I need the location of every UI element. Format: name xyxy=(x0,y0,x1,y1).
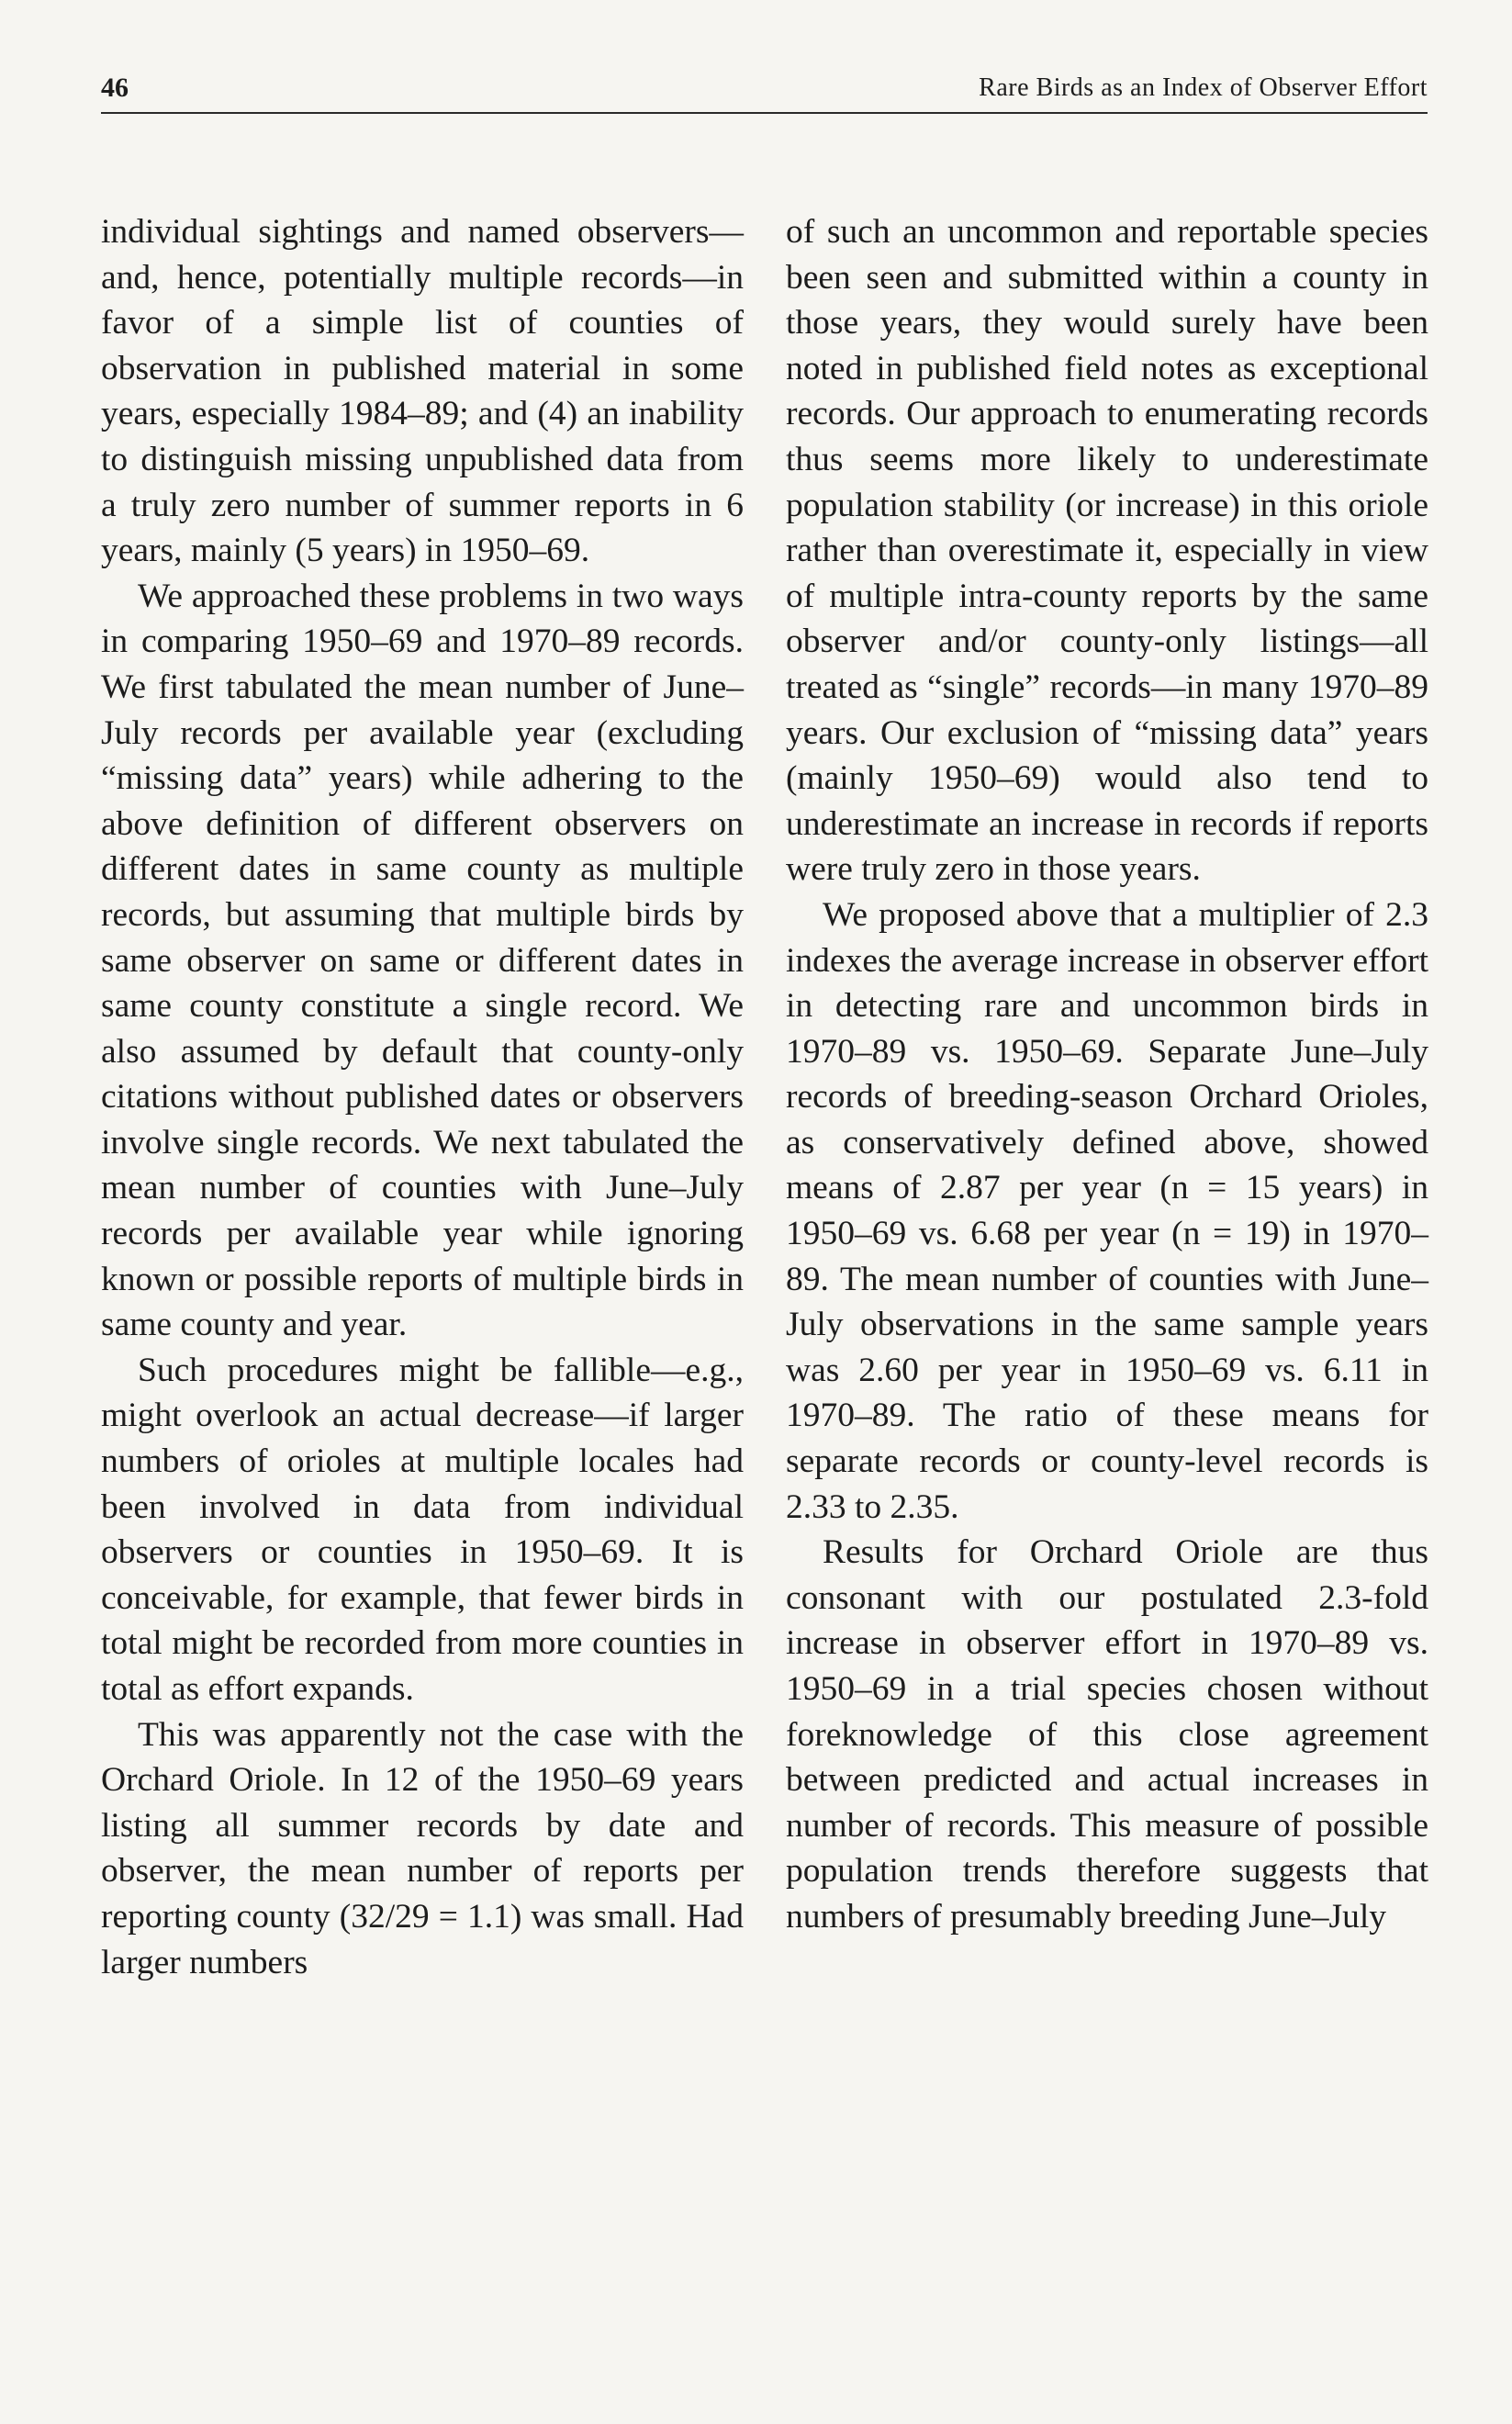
paragraph: Results for Orchard Oriole are thus consonant with our postulated 2.3-fold increase in observer effort in 1970–89 vs. 1950–69 in a trial species chosen without foreknowledge of this close agreement between predicted and actual increases in number of records. This measure of possible population trends therefore suggests that numbers of presumably breeding June–July xyxy=(786,1533,1428,1936)
paragraph: individual sightings and named observers—and, hence, potentially multiple records—in favor of a simple list of counties of observation in published material in some years, especially 1984–89; and (4) an inability to distinguish missing unpublished data from a truly zero number of summer reports in 6 years, mainly (5 years) in 1950–69. xyxy=(101,213,744,570)
page-number: 46 xyxy=(101,73,129,103)
left-column xyxy=(101,209,744,1985)
paragraph: We approached these problems in two ways in comparing 1950–69 and 1970–89 records. We first tabulated the mean number of June–July records per available year (excluding “missing data” years) while adhering to the above definition of different observers on different dates in same county as multiple records, but assuming that multiple birds by same observer on same or different dates in same county constitute a single record. We also assumed by default that county-only citations without published dates or observers involve single records. We next tabulated the mean number of counties with June–July records per available year while ignoring known or possible reports of multiple birds in same county and year. xyxy=(101,577,744,1344)
page-header xyxy=(101,72,1428,114)
paragraph: This was apparently not the case with the Orchard Oriole. In 12 of the 1950–69 years listing all summer records by date and observer, the mean number of reports per reporting county (32/29 = 1.1) was small. Had larger numbers xyxy=(101,1715,744,1981)
running-title: Rare Birds as an Index of Observer Effort xyxy=(979,73,1428,102)
header-rule xyxy=(101,112,1428,114)
right-column xyxy=(786,209,1428,1940)
paragraph: Such procedures might be fallible—e.g., might overlook an actual decrease—if larger numbers of orioles at multiple locales had been involved in data from individual observers or counties in 1950–69. It is conceivable, for example, that fewer birds in total might be recorded from more counties in total as effort expands. xyxy=(101,1351,744,1708)
paragraph: of such an uncommon and reportable species been seen and submitted within a county in those years, they would surely have been noted in published field notes as exceptional records. Our approach to enumerating records thus seems more likely to underestimate population stability (or increase) in this oriole rather than overestimate it, especially in view of multiple intra-county reports by the same observer and/or county-only listings—all treated as “single” records—in many 1970–89 years. Our exclusion of “missing data” years (mainly 1950–69) would also tend to underestimate an increase in records if reports were truly zero in those years. xyxy=(786,213,1428,889)
paragraph: We proposed above that a multiplier of 2.3 indexes the average increase in observer effort in detecting rare and uncommon birds in 1970–89 vs. 1950–69. Separate June–July records of breeding-season Orchard Orioles, as conservatively defined above, showed means of 2.87 per year (n = 15 years) in 1950–69 vs. 6.68 per year (n = 19) in 1970–89. The mean number of counties with June–July observations in the same sample years was 2.60 per year in 1950–69 vs. 6.11 in 1970–89. The ratio of these means for separate records or county-level records is 2.33 to 2.35. xyxy=(786,895,1428,1526)
